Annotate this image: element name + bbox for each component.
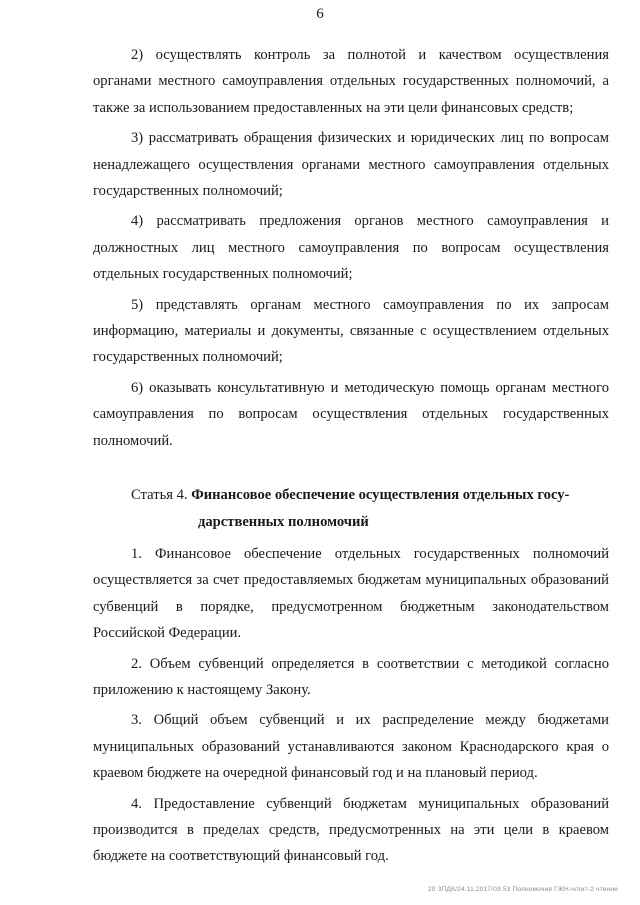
paragraph-item-4: 4) рассматривать предложения органов местного самоуправления и должностных лиц местного самоуправления по вопросам осуществления отдельных государственных полномочий;: [93, 213, 609, 283]
footer-stamp: 20 ЗПДК/24.11.2017/03.53 Полномочия ГЖН-ч/лит-2 чтение: [427, 886, 618, 893]
paragraph-item-6: 6) оказывать консультативную и методическую помощь органам местного самоуправления по вопросам осуществления отдельных государственных полномочий.: [93, 379, 609, 449]
article-title-line1: Финансовое обеспечение осуществления отдельных госу-: [191, 487, 570, 504]
article-paragraph-4: 4. Предоставление субвенций бюджетам муниципальных образований производится в пределах средств, предусмотренных на эти цели в краевом бюджете на соответствующий финансовый год.: [93, 795, 609, 865]
paragraph-item-5: 5) представлять органам местного самоуправления по их запросам информацию, материалы и документы, связанные с осуществлением отдельных государственных полномочий;: [93, 296, 609, 366]
article-paragraph-3: 3. Общий объем субвенций и их распределение между бюджетами муниципальных образований устанавливаются законом Краснодарского края о краевом бюджете на очередной финансовый год и на плановый период.: [93, 712, 609, 782]
article-title-line2: дарственных полномочий: [198, 513, 369, 530]
article-paragraph-1: 1. Финансовое обеспечение отдельных государственных полномочий осуществляется за счет предоставляемых бюджетам муниципальных образований субвенций в порядке, предусмотренном бюджетным законодательством Российской Федерации.: [93, 545, 609, 642]
article-label: Статья 4.: [131, 487, 188, 504]
document-body: [93, 42, 609, 874]
paragraph-item-2: 2) осуществлять контроль за полнотой и качеством осуществления органами местного самоуправления отдельных государственных полномочий, а также за использованием предоставленных на эти цели финансовых средств;: [93, 47, 609, 116]
article-paragraph-2: 2. Объем субвенций определяется в соответствии с методикой согласно приложению к настоящему Закону.: [93, 655, 609, 698]
paragraph-item-3: 3) рассматривать обращения физических и юридических лиц по вопросам ненадлежащего осуществления органами местного самоуправления отдельных государственных полномочий;: [93, 130, 609, 200]
article-heading: [93, 482, 609, 535]
page-number: 6: [316, 6, 324, 22]
